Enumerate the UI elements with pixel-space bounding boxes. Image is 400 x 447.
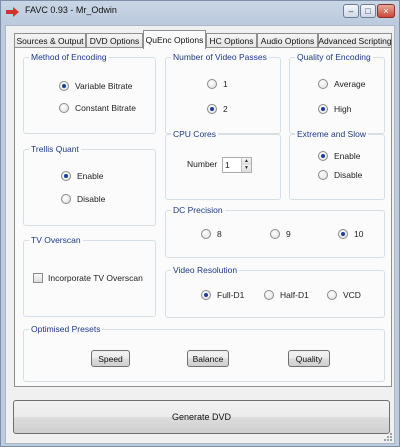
close-button[interactable]: × xyxy=(377,4,395,18)
extreme-and-slow-title: Extreme and Slow xyxy=(297,129,366,139)
radio-quality-high[interactable] xyxy=(318,104,351,114)
preset-speed-button[interactable]: Speed xyxy=(91,350,130,367)
radio-extreme-disable-label: Disable xyxy=(334,170,363,180)
radio-res-half-d1[interactable] xyxy=(264,290,309,300)
radio-passes-1[interactable] xyxy=(207,79,228,89)
method-of-encoding-group xyxy=(23,52,156,134)
cpu-cores-group xyxy=(165,129,281,200)
tab-audio-options[interactable]: Audio Options xyxy=(257,33,318,48)
spinner-up-icon[interactable]: ▲ xyxy=(242,158,251,165)
trellis-quant-title: Trellis Quant xyxy=(31,144,79,154)
radio-extreme-enable[interactable] xyxy=(318,151,360,161)
cpu-cores-label: Number xyxy=(187,159,218,169)
radio-passes-1-label: 1 xyxy=(223,79,228,89)
radio-dc-8[interactable] xyxy=(201,229,222,239)
radio-dc-9[interactable] xyxy=(270,229,291,239)
cpu-cores-value[interactable]: 1 xyxy=(225,160,230,170)
radio-passes-2-circle[interactable] xyxy=(207,104,217,114)
quality-of-encoding-title: Quality of Encoding xyxy=(297,52,371,62)
radio-constant-bitrate-circle[interactable] xyxy=(59,103,69,113)
maximize-button[interactable]: □ xyxy=(360,4,376,18)
preset-balance-button[interactable]: Balance xyxy=(187,350,229,367)
extreme-and-slow-group xyxy=(289,129,385,200)
tv-overscan-title: TV Overscan xyxy=(31,235,81,245)
spinner-down-icon[interactable]: ▼ xyxy=(242,165,251,172)
radio-trellis-disable[interactable] xyxy=(61,194,105,204)
app-arrow-icon xyxy=(6,6,20,18)
radio-res-vcd-label: VCD xyxy=(343,290,361,300)
tab-quenc-options[interactable]: QuEnc Options xyxy=(143,30,206,49)
spinner-buttons xyxy=(241,158,251,172)
checkbox-tv-overscan-label: Incorporate TV Overscan xyxy=(48,273,143,283)
tv-overscan-group xyxy=(23,235,156,317)
video-passes-title: Number of Video Passes xyxy=(173,52,267,62)
optimised-presets-group xyxy=(23,324,385,382)
radio-quality-average[interactable] xyxy=(318,79,366,89)
radio-trellis-disable-circle[interactable] xyxy=(61,194,71,204)
radio-trellis-enable[interactable] xyxy=(61,171,103,181)
radio-res-vcd-circle[interactable] xyxy=(327,290,337,300)
radio-extreme-enable-circle[interactable] xyxy=(318,151,328,161)
video-resolution-group xyxy=(165,265,385,318)
radio-passes-1-circle[interactable] xyxy=(207,79,217,89)
tab-hc-options[interactable]: HC Options xyxy=(206,33,257,48)
radio-constant-bitrate[interactable] xyxy=(59,103,136,113)
video-resolution-title: Video Resolution xyxy=(173,265,238,275)
radio-variable-bitrate-circle[interactable] xyxy=(59,81,69,91)
generate-dvd-button[interactable]: Generate DVD xyxy=(13,400,390,434)
radio-dc-8-label: 8 xyxy=(217,229,222,239)
tab-sources-output[interactable]: Sources & Output xyxy=(14,33,86,48)
radio-dc-8-circle[interactable] xyxy=(201,229,211,239)
cpu-cores-title: CPU Cores xyxy=(173,129,216,139)
radio-quality-high-label: High xyxy=(334,104,352,114)
radio-res-full-d1-circle[interactable] xyxy=(201,290,211,300)
optimised-presets-title: Optimised Presets xyxy=(31,324,101,334)
radio-res-vcd[interactable] xyxy=(327,290,361,300)
radio-dc-10[interactable] xyxy=(338,229,363,239)
radio-dc-9-label: 9 xyxy=(286,229,291,239)
radio-extreme-disable[interactable] xyxy=(318,170,362,180)
preset-quality-button[interactable]: Quality xyxy=(288,350,330,367)
radio-constant-bitrate-label: Constant Bitrate xyxy=(75,103,136,113)
radio-quality-average-label: Average xyxy=(334,79,366,89)
radio-res-half-d1-circle[interactable] xyxy=(264,290,274,300)
client-area xyxy=(5,25,395,444)
radio-trellis-enable-label: Enable xyxy=(77,171,104,181)
cpu-cores-spinner[interactable] xyxy=(222,157,252,173)
radio-variable-bitrate[interactable] xyxy=(59,81,132,91)
quality-of-encoding-group xyxy=(289,52,385,134)
tab-dvd-options[interactable]: DVD Options xyxy=(86,33,143,48)
resize-grip-icon[interactable] xyxy=(384,433,392,441)
radio-res-full-d1[interactable] xyxy=(201,290,244,300)
radio-quality-average-circle[interactable] xyxy=(318,79,328,89)
radio-passes-2-label: 2 xyxy=(223,104,228,114)
radio-dc-10-circle[interactable] xyxy=(338,229,348,239)
radio-trellis-disable-label: Disable xyxy=(77,194,106,204)
tab-advanced-scripting[interactable]: Advanced Scripting xyxy=(318,33,392,48)
checkbox-tv-overscan[interactable] xyxy=(33,273,143,283)
window-title: FAVC 0.93 - Mr_Odwin xyxy=(25,5,117,15)
radio-trellis-enable-circle[interactable] xyxy=(61,171,71,181)
radio-quality-high-circle[interactable] xyxy=(318,104,328,114)
method-of-encoding-title: Method of Encoding xyxy=(31,52,107,62)
dc-precision-title: DC Precision xyxy=(173,205,223,215)
quenc-options-panel xyxy=(14,47,392,387)
checkbox-tv-overscan-box[interactable] xyxy=(33,273,43,283)
minimize-button[interactable]: – xyxy=(343,4,359,18)
dc-precision-group xyxy=(165,205,385,258)
radio-dc-10-label: 10 xyxy=(354,229,364,239)
trellis-quant-group xyxy=(23,144,156,226)
radio-passes-2[interactable] xyxy=(207,104,228,114)
video-passes-group xyxy=(165,52,281,134)
title-bar[interactable] xyxy=(1,1,399,23)
radio-variable-bitrate-label: Variable Bitrate xyxy=(75,81,133,91)
radio-res-half-d1-label: Half-D1 xyxy=(280,290,309,300)
radio-extreme-enable-label: Enable xyxy=(334,151,361,161)
radio-res-full-d1-label: Full-D1 xyxy=(217,290,245,300)
radio-dc-9-circle[interactable] xyxy=(270,229,280,239)
radio-extreme-disable-circle[interactable] xyxy=(318,170,328,180)
